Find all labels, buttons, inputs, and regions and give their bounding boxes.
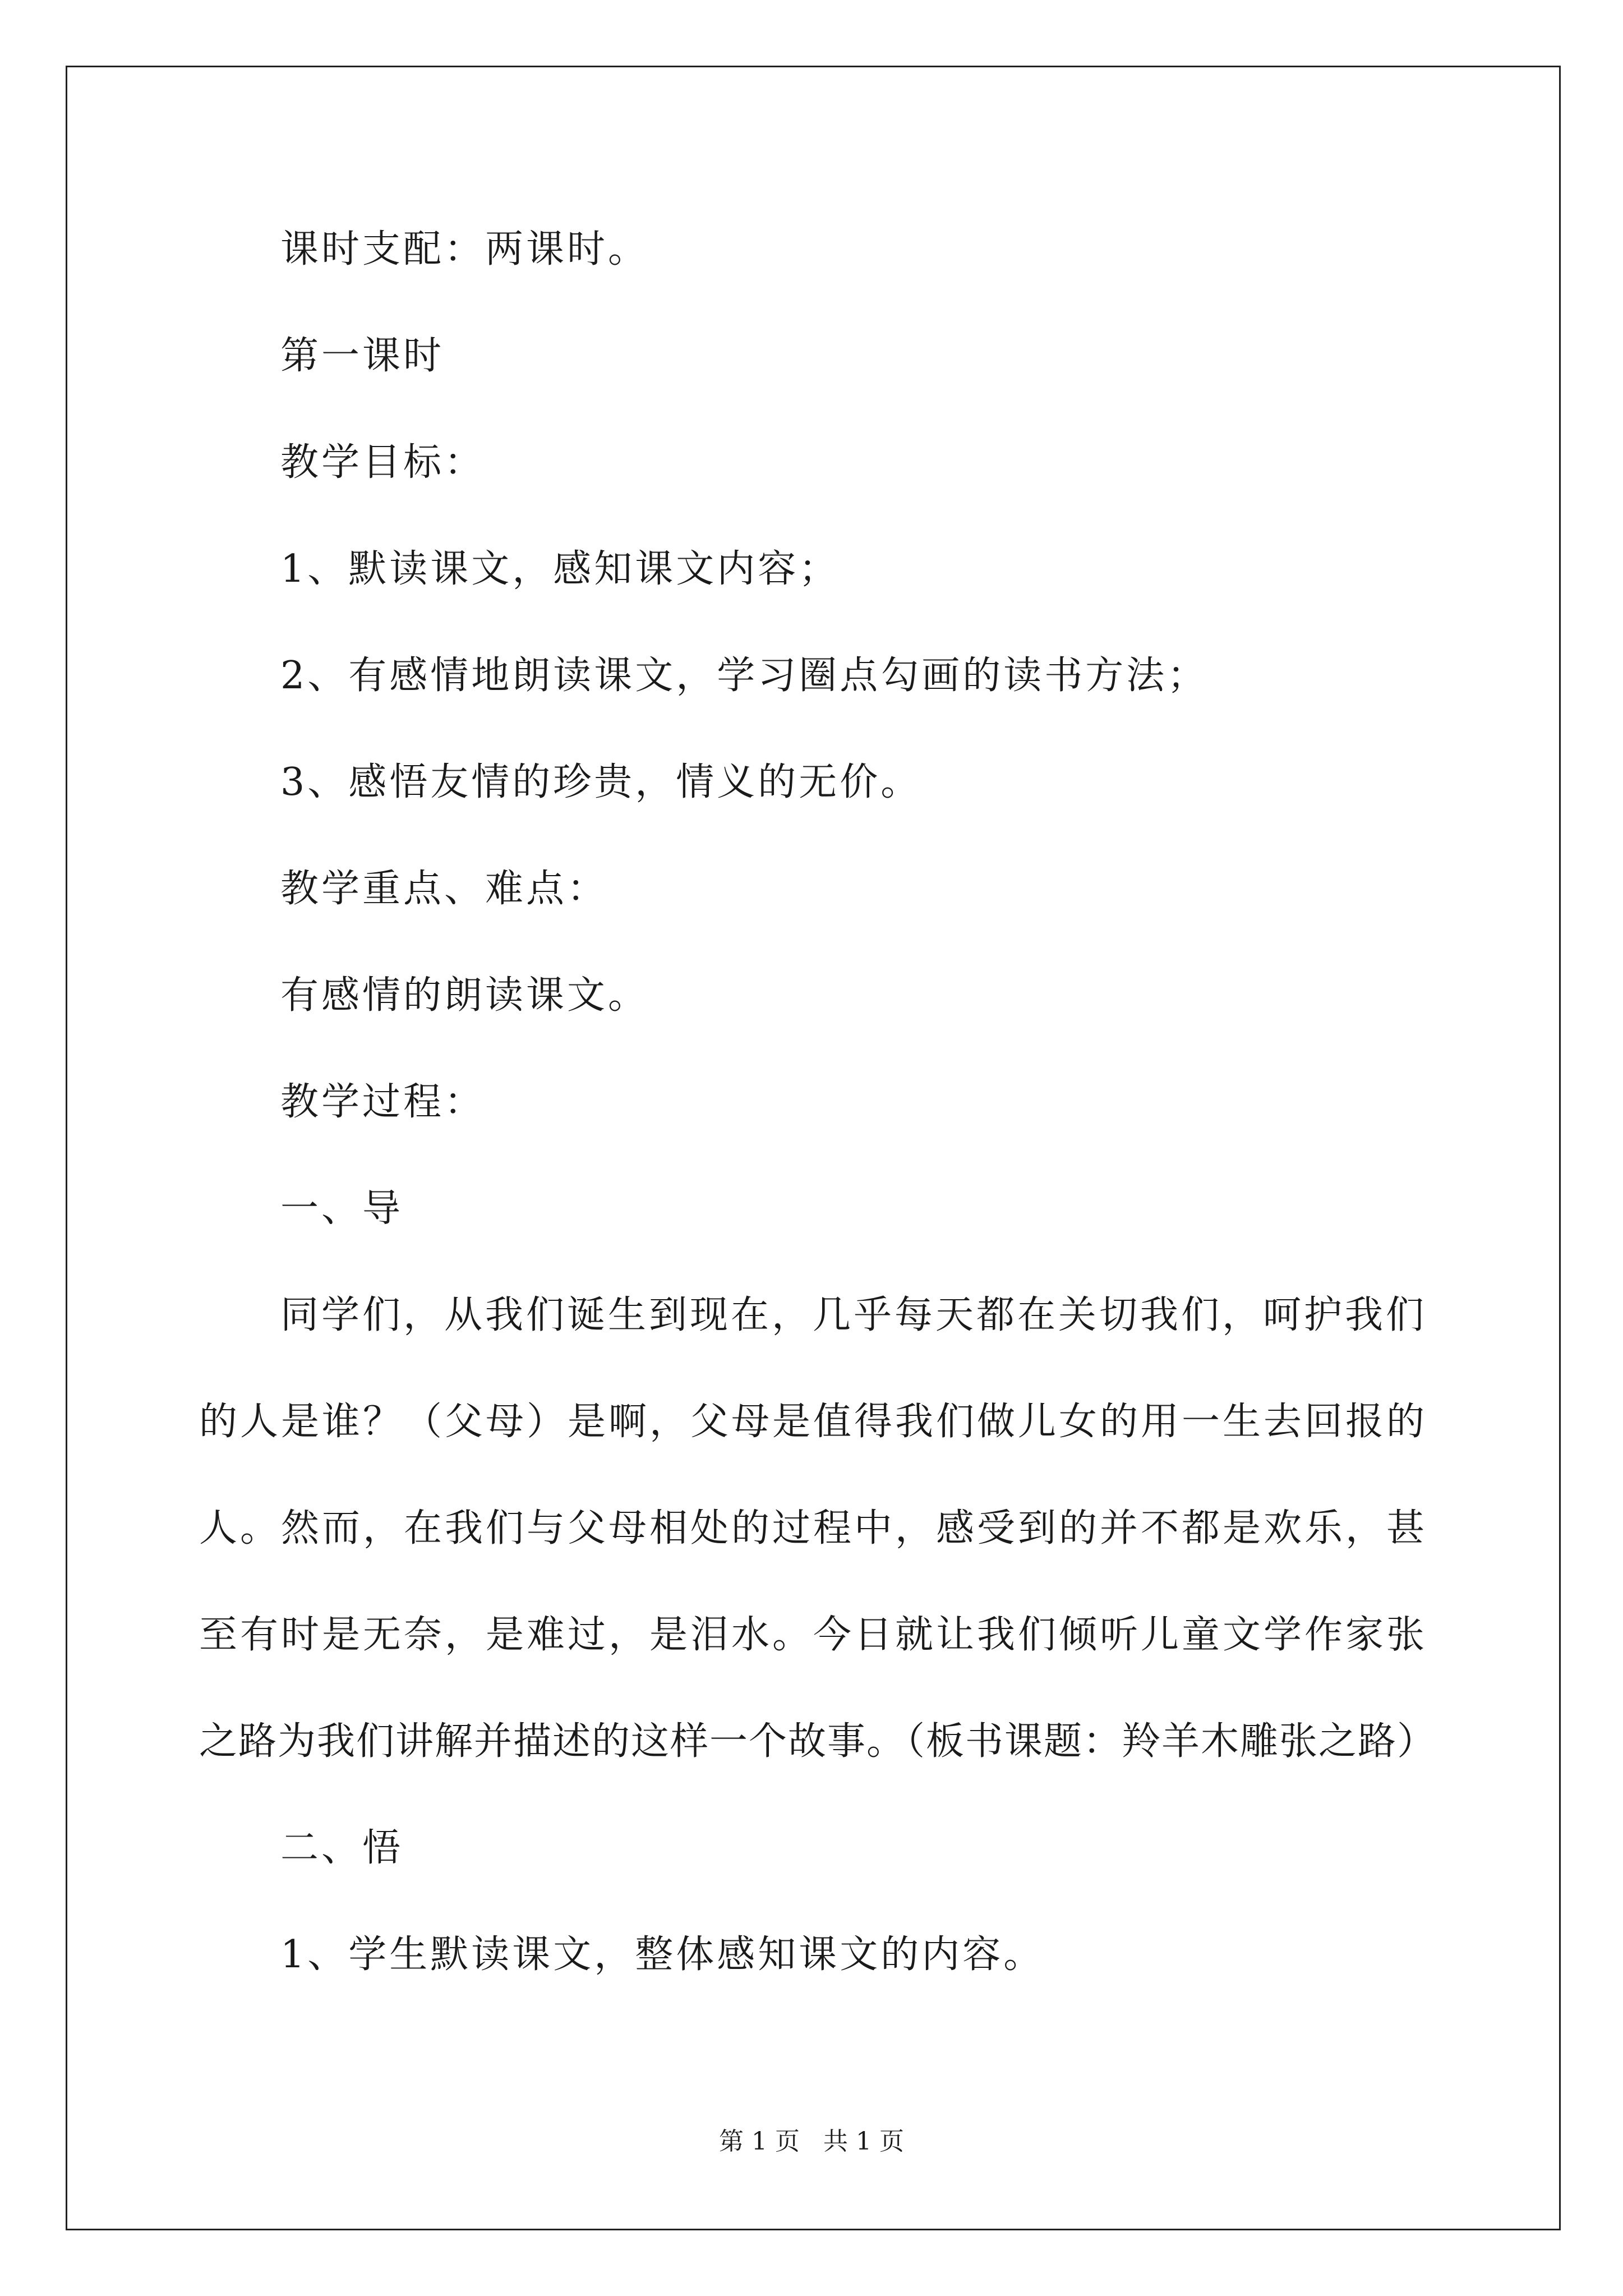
page-footer: 第 1 页 共 1 页	[719, 2127, 904, 2156]
text-line: 二、悟	[280, 1826, 404, 1870]
text-line: 2、有感情地朗读课文，学习圈点勾画的读书方法；	[280, 654, 1209, 698]
text-line: 1、默读课文，感知课文内容；	[280, 547, 840, 591]
text-line: 3、感悟友情的珍贵，情义的无价。	[280, 760, 922, 804]
text-line: 1、学生默读课文，整体感知课文的内容。	[280, 1932, 1045, 1977]
text-line: 教学过程：	[280, 1080, 486, 1124]
text-line: 一、导	[280, 1186, 404, 1231]
text-line: 至有时是无奈，是难过，是泪水。今日就让我们倾听儿童文学作家张	[199, 1613, 1428, 1657]
text-line: 课时支配：两课时。	[280, 227, 649, 272]
text-line: 的人是谁？（父母）是啊，父母是值得我们做儿女的用一生去回报的	[199, 1400, 1428, 1444]
text-line: 同学们，从我们诞生到现在，几乎每天都在关切我们，呵护我们	[280, 1293, 1427, 1337]
text-line: 人。然而，在我们与父母相处的过程中，感受到的并不都是欢乐，甚	[199, 1506, 1428, 1550]
text-line: 教学重点、难点：	[280, 867, 608, 911]
page-border	[66, 66, 1561, 2230]
text-line: 有感情的朗读课文。	[280, 973, 649, 1018]
text-line: 之路为我们讲解并描述的这样一个故事。（板书课题：羚羊木雕张之路）	[199, 1719, 1437, 1764]
text-line: 教学目标：	[280, 440, 486, 485]
text-line: 第一课时	[280, 334, 445, 378]
